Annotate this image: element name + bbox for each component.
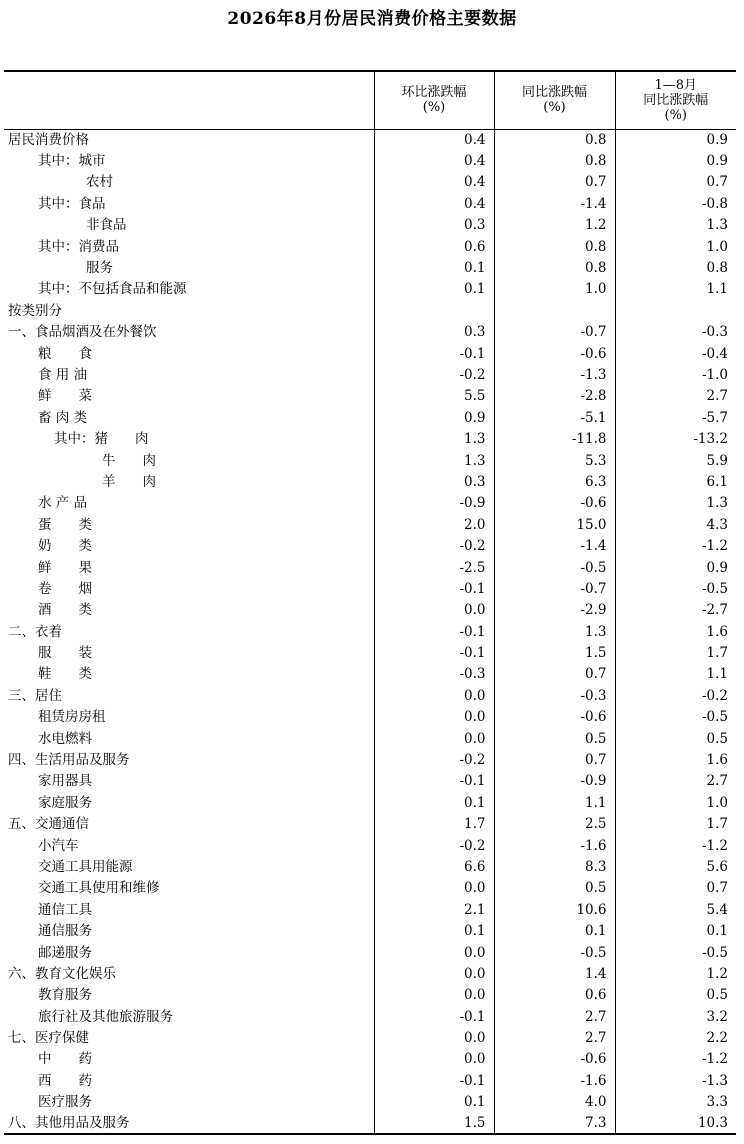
ytd-yoy-value: -2.7 — [615, 600, 736, 621]
ytd-yoy-value: 5.4 — [615, 899, 736, 920]
ytd-yoy-value: 1.2 — [615, 963, 736, 984]
row-label: 粮 食 — [38, 345, 92, 362]
ytd-yoy-value: -0.5 — [615, 578, 736, 599]
yoy-value: 4.0 — [494, 1092, 615, 1113]
mom-value: -0.2 — [374, 364, 494, 385]
mom-value: 2.1 — [374, 899, 494, 920]
ytd-yoy-value: 5.6 — [615, 856, 736, 877]
mom-value: -0.1 — [374, 771, 494, 792]
yoy-value: 0.8 — [494, 236, 615, 257]
yoy-value: 1.5 — [494, 642, 615, 663]
mom-value: -0.2 — [374, 835, 494, 856]
yoy-value: 0.7 — [494, 664, 615, 685]
mom-value: 0.1 — [374, 920, 494, 941]
ytd-yoy-value: 1.7 — [615, 642, 736, 663]
mom-value: 0.0 — [374, 728, 494, 749]
mom-value: 0.1 — [374, 792, 494, 813]
row-label: 旅行社及其他旅游服务 — [38, 1008, 173, 1025]
table-row — [4, 471, 736, 492]
header-yoy-unit: (%) — [543, 100, 566, 116]
row-label: 水 产 品 — [38, 495, 88, 512]
yoy-value: 1.4 — [494, 963, 615, 984]
row-label: 六、教育文化娱乐 — [8, 965, 116, 982]
ytd-yoy-value: -0.8 — [615, 193, 736, 214]
row-label: 租赁房房租 — [38, 709, 106, 726]
table-row — [4, 279, 736, 300]
yoy-value: -1.6 — [494, 1070, 615, 1091]
ytd-yoy-value: 4.3 — [615, 514, 736, 535]
ytd-yoy-value: 1.3 — [615, 215, 736, 236]
mom-value: 0.1 — [374, 279, 494, 300]
mom-value: 0.9 — [374, 407, 494, 428]
yoy-value: 0.8 — [494, 150, 615, 171]
yoy-value: 0.1 — [494, 920, 615, 941]
ytd-yoy-value: 0.5 — [615, 728, 736, 749]
mom-value: 0.0 — [374, 1049, 494, 1070]
yoy-value: 2.5 — [494, 814, 615, 835]
mom-value: 0.4 — [374, 193, 494, 214]
ytd-yoy-value: 0.5 — [615, 985, 736, 1006]
yoy-value: -0.6 — [494, 343, 615, 364]
yoy-value: -1.6 — [494, 835, 615, 856]
ytd-yoy-value: 10.3 — [615, 1113, 736, 1134]
row-label: 三、居住 — [8, 687, 62, 704]
ytd-yoy-value: 0.7 — [615, 878, 736, 899]
row-label: 其中：食品 — [38, 195, 106, 212]
row-label: 通信服务 — [38, 923, 92, 940]
yoy-value: 1.0 — [494, 279, 615, 300]
ytd-yoy-value: -1.3 — [615, 1070, 736, 1091]
mom-value: 6.6 — [374, 856, 494, 877]
table-row — [4, 642, 736, 663]
mom-value: 0.3 — [374, 322, 494, 343]
table-header-row — [4, 71, 736, 129]
yoy-value: 5.3 — [494, 450, 615, 471]
ytd-yoy-value: -5.7 — [615, 407, 736, 428]
yoy-value: -2.8 — [494, 386, 615, 407]
header-mom — [374, 71, 494, 129]
mom-value: 0.0 — [374, 985, 494, 1006]
mom-value: 0.4 — [374, 172, 494, 193]
row-label: 其中：消费品 — [38, 238, 119, 255]
table-row — [4, 1027, 736, 1048]
table-row — [4, 257, 736, 278]
row-label: 家庭服务 — [38, 794, 92, 811]
yoy-value: 2.7 — [494, 1027, 615, 1048]
table-row — [4, 300, 736, 321]
table-row — [4, 322, 736, 343]
yoy-value: 1.3 — [494, 621, 615, 642]
mom-value: -0.3 — [374, 664, 494, 685]
row-label: 鲜 菜 — [38, 388, 92, 405]
table-row — [4, 835, 736, 856]
row-label: 农村 — [86, 174, 113, 191]
table-row — [4, 514, 736, 535]
ytd-yoy-value: 2.7 — [615, 386, 736, 407]
yoy-value: -0.5 — [494, 942, 615, 963]
ytd-yoy-value: 0.1 — [615, 920, 736, 941]
table-row — [4, 386, 736, 407]
yoy-value: -0.6 — [494, 1049, 615, 1070]
yoy-value: 6.3 — [494, 471, 615, 492]
table-row — [4, 450, 736, 471]
ytd-yoy-value: 0.7 — [615, 172, 736, 193]
table-row — [4, 942, 736, 963]
mom-value: -0.1 — [374, 343, 494, 364]
ytd-yoy-value: 6.1 — [615, 471, 736, 492]
row-label: 二、衣着 — [8, 623, 62, 640]
table-body — [4, 129, 736, 1134]
mom-value: 1.7 — [374, 814, 494, 835]
mom-value: 5.5 — [374, 386, 494, 407]
mom-value: -0.1 — [374, 1006, 494, 1027]
header-ytd-period: 1—8月 — [654, 77, 698, 93]
mom-value: 0.0 — [374, 685, 494, 706]
row-label: 西 药 — [38, 1072, 92, 1089]
yoy-value: 2.7 — [494, 1006, 615, 1027]
yoy-value: -1.3 — [494, 364, 615, 385]
row-label: 家用器具 — [38, 773, 92, 790]
table-row — [4, 899, 736, 920]
row-label: 其中：城市 — [38, 153, 106, 170]
mom-value: -0.1 — [374, 578, 494, 599]
ytd-yoy-value: 0.9 — [615, 557, 736, 578]
ytd-yoy-value: -0.4 — [615, 343, 736, 364]
row-label: 中 药 — [38, 1051, 92, 1068]
ytd-yoy-value: 1.6 — [615, 749, 736, 770]
mom-value: 0.4 — [374, 129, 494, 150]
row-label: 医疗服务 — [38, 1094, 92, 1111]
table-row — [4, 557, 736, 578]
ytd-yoy-value: 1.0 — [615, 792, 736, 813]
ytd-yoy-value: 5.9 — [615, 450, 736, 471]
table-row — [4, 707, 736, 728]
table-row — [4, 343, 736, 364]
table-row — [4, 535, 736, 556]
yoy-value — [494, 300, 615, 321]
row-label: 鞋 类 — [38, 666, 92, 683]
yoy-value: -0.9 — [494, 771, 615, 792]
yoy-value: -1.4 — [494, 535, 615, 556]
table-row — [4, 407, 736, 428]
yoy-value: 0.8 — [494, 129, 615, 150]
table-row — [4, 129, 736, 150]
table-row — [4, 364, 736, 385]
yoy-value: 0.5 — [494, 878, 615, 899]
header-mom-label: 环比涨跌幅 — [401, 85, 467, 101]
yoy-value: -0.6 — [494, 493, 615, 514]
row-label: 教育服务 — [38, 987, 92, 1004]
yoy-value: 0.8 — [494, 257, 615, 278]
mom-value: -0.9 — [374, 493, 494, 514]
mom-value: 1.5 — [374, 1113, 494, 1134]
mom-value: 0.3 — [374, 471, 494, 492]
row-label: 交通工具用能源 — [38, 858, 133, 875]
yoy-value: -5.1 — [494, 407, 615, 428]
ytd-yoy-value: 1.1 — [615, 664, 736, 685]
row-label: 四、生活用品及服务 — [8, 752, 130, 769]
ytd-yoy-value: 3.3 — [615, 1092, 736, 1113]
mom-value: -2.5 — [374, 557, 494, 578]
yoy-value: 10.6 — [494, 899, 615, 920]
yoy-value: 8.3 — [494, 856, 615, 877]
header-ytd-unit: (%) — [664, 107, 687, 123]
row-label: 八、其他用品及服务 — [8, 1115, 130, 1132]
yoy-value: 7.3 — [494, 1113, 615, 1134]
table-row — [4, 920, 736, 941]
yoy-value: -11.8 — [494, 428, 615, 449]
mom-value: 0.0 — [374, 963, 494, 984]
mom-value: 0.1 — [374, 1092, 494, 1113]
header-yoy — [494, 71, 615, 129]
yoy-value: 0.6 — [494, 985, 615, 1006]
ytd-yoy-value: 2.7 — [615, 771, 736, 792]
mom-value: 0.1 — [374, 257, 494, 278]
table-row — [4, 878, 736, 899]
table-row — [4, 664, 736, 685]
ytd-yoy-value: -1.2 — [615, 835, 736, 856]
table-row — [4, 963, 736, 984]
table-row — [4, 728, 736, 749]
mom-value: 0.0 — [374, 942, 494, 963]
row-label: 鲜 果 — [38, 559, 92, 576]
row-label: 蛋 类 — [38, 516, 92, 533]
mom-value: 0.0 — [374, 878, 494, 899]
yoy-value: 15.0 — [494, 514, 615, 535]
ytd-yoy-value: -1.2 — [615, 535, 736, 556]
yoy-value: 1.2 — [494, 215, 615, 236]
table-row — [4, 771, 736, 792]
ytd-yoy-value: 0.9 — [615, 150, 736, 171]
cpi-table — [4, 70, 736, 1135]
row-label: 交通工具使用和维修 — [38, 880, 160, 897]
yoy-value: 0.7 — [494, 749, 615, 770]
row-label: 服务 — [86, 260, 113, 277]
table-row — [4, 749, 736, 770]
header-mom-unit: (%) — [422, 100, 446, 116]
row-label: 按类别分 — [8, 302, 62, 319]
table-row — [4, 685, 736, 706]
row-label: 水电燃料 — [38, 730, 92, 747]
row-label: 一、食品烟酒及在外餐饮 — [8, 324, 157, 341]
mom-value: 2.0 — [374, 514, 494, 535]
header-yoy-label: 同比涨跌幅 — [521, 85, 587, 101]
mom-value: 1.3 — [374, 428, 494, 449]
row-label: 七、医疗保健 — [8, 1030, 89, 1047]
ytd-yoy-value: 1.0 — [615, 236, 736, 257]
mom-value: 0.0 — [374, 1027, 494, 1048]
mom-value: 0.4 — [374, 150, 494, 171]
mom-value: -0.1 — [374, 1070, 494, 1091]
ytd-yoy-value — [615, 300, 736, 321]
row-label: 牛 肉 — [102, 452, 156, 469]
yoy-value: -1.4 — [494, 193, 615, 214]
table-row — [4, 621, 736, 642]
mom-value: 0.0 — [374, 600, 494, 621]
table-row — [4, 215, 736, 236]
mom-value: -0.2 — [374, 749, 494, 770]
table-row — [4, 578, 736, 599]
row-label: 食 用 油 — [38, 366, 88, 383]
row-label: 居民消费价格 — [8, 131, 89, 148]
table-row — [4, 493, 736, 514]
row-label: 五、交通通信 — [8, 816, 89, 833]
mom-value — [374, 300, 494, 321]
ytd-yoy-value: 1.3 — [615, 493, 736, 514]
mom-value: -0.2 — [374, 535, 494, 556]
table-row — [4, 193, 736, 214]
yoy-value: 1.1 — [494, 792, 615, 813]
row-label: 畜 肉 类 — [38, 409, 88, 426]
row-label: 小汽车 — [38, 837, 79, 854]
yoy-value: 0.5 — [494, 728, 615, 749]
ytd-yoy-value: -1.0 — [615, 364, 736, 385]
yoy-value: -0.7 — [494, 322, 615, 343]
row-label: 邮递服务 — [38, 944, 92, 961]
yoy-value: -0.5 — [494, 557, 615, 578]
row-label: 羊 肉 — [102, 473, 156, 490]
row-label: 其中：不包括食品和能源 — [38, 281, 187, 298]
mom-value: -0.1 — [374, 621, 494, 642]
ytd-yoy-value: 0.9 — [615, 129, 736, 150]
table-row — [4, 792, 736, 813]
table-row — [4, 428, 736, 449]
table-row — [4, 1070, 736, 1091]
header-ytd-label: 同比涨跌幅 — [643, 92, 709, 108]
ytd-yoy-value: 3.2 — [615, 1006, 736, 1027]
mom-value: -0.1 — [374, 642, 494, 663]
ytd-yoy-value: -1.2 — [615, 1049, 736, 1070]
row-label: 通信工具 — [38, 901, 92, 918]
yoy-value: -0.6 — [494, 707, 615, 728]
yoy-value: 0.7 — [494, 172, 615, 193]
ytd-yoy-value: 1.7 — [615, 814, 736, 835]
row-label: 卷 烟 — [38, 580, 92, 597]
table-row — [4, 985, 736, 1006]
table-row — [4, 150, 736, 171]
ytd-yoy-value: 0.8 — [615, 257, 736, 278]
yoy-value: -2.9 — [494, 600, 615, 621]
row-label: 非食品 — [86, 217, 127, 234]
table-row — [4, 1006, 736, 1027]
mom-value: 1.3 — [374, 450, 494, 471]
mom-value: 0.3 — [374, 215, 494, 236]
ytd-yoy-value: 1.6 — [615, 621, 736, 642]
ytd-yoy-value: -0.2 — [615, 685, 736, 706]
ytd-yoy-value: 2.2 — [615, 1027, 736, 1048]
page-title: 2026年8月份居民消费价格主要数据 — [227, 9, 517, 29]
yoy-value: -0.7 — [494, 578, 615, 599]
row-label: 服 装 — [38, 645, 92, 662]
row-label: 其中：猪 肉 — [54, 431, 149, 448]
table-row — [4, 1092, 736, 1113]
table-row — [4, 236, 736, 257]
table-row — [4, 856, 736, 877]
row-label: 奶 类 — [38, 538, 92, 555]
header-category — [4, 71, 374, 129]
mom-value: 0.0 — [374, 707, 494, 728]
table-row — [4, 814, 736, 835]
yoy-value: -0.3 — [494, 685, 615, 706]
table-row — [4, 1049, 736, 1070]
table-row — [4, 1113, 736, 1134]
header-ytd-yoy — [615, 71, 736, 129]
ytd-yoy-value: -0.5 — [615, 942, 736, 963]
table-row — [4, 172, 736, 193]
mom-value: 0.6 — [374, 236, 494, 257]
table-row — [4, 600, 736, 621]
ytd-yoy-value: -0.3 — [615, 322, 736, 343]
ytd-yoy-value: -13.2 — [615, 428, 736, 449]
row-label: 酒 类 — [38, 602, 92, 619]
ytd-yoy-value: -0.5 — [615, 707, 736, 728]
ytd-yoy-value: 1.1 — [615, 279, 736, 300]
